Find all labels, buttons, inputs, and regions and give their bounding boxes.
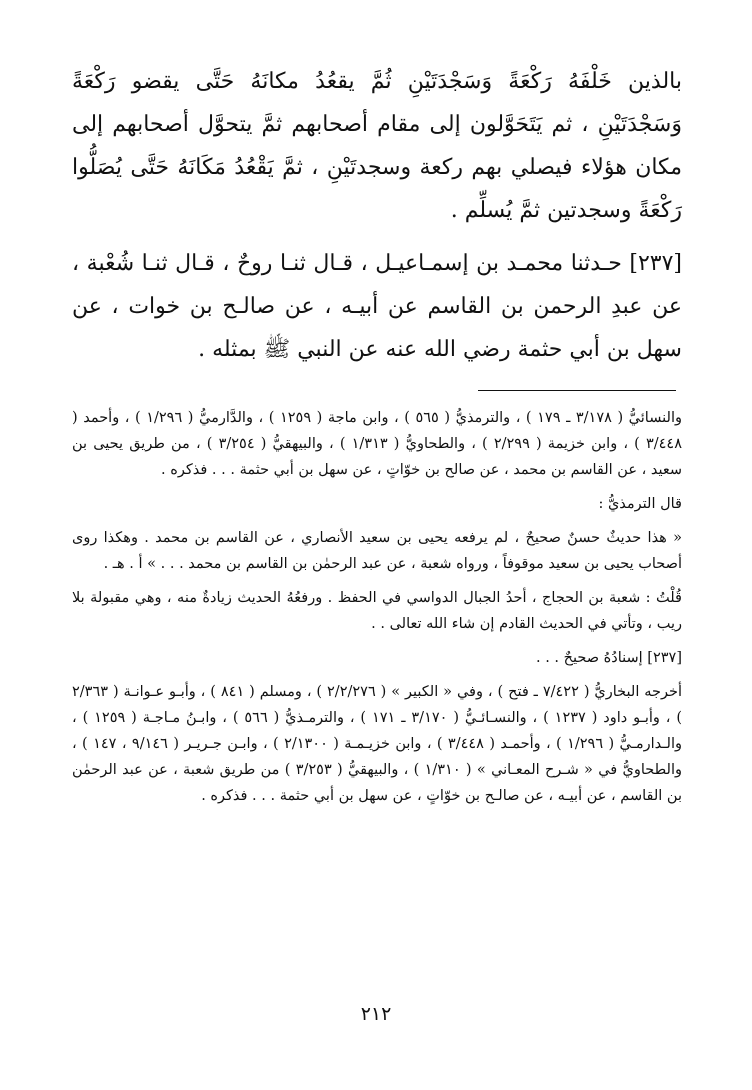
footnote-heading: [٢٣٧] إسنادُهُ صحيحٌ . . . — [535, 650, 682, 666]
footnote-divider — [478, 390, 676, 391]
main-text — [72, 60, 682, 371]
footnote-paragraph: قُلْتُ : شعبة بن الحجاج ، أحدُ الجبال الدواسي في الحفظ . ورفعُهُ الحديث زيادةٌ منه ، وهي مقبولة بلا ريب ، وتأتي في الحديث القادم إن شاء الله تعالى . . — [72, 590, 682, 632]
footnote-paragraph: قال الترمذيُّ : — [598, 496, 682, 512]
hadith-237-text: [٢٣٧] حـدثنا محمـد بن إسمـاعيـل ، قـال ثنـا روحٌ ، قـال ثنـا شُعْبة ، عن عبدِ الرحمن بن القاسم عن أبيـه ، عن صالـح بن خوات ، عن سهل بن أبي حثمة رضي الله عنه عن النبي ﷺ بمثله . — [72, 251, 682, 362]
footnote-paragraph: أخرجه البخاريُّ ( ٧/٤٢٢ ـ فتح ) ، وفي « الكبير » ( ٢/٢/٢٧٦ ) ، ومسلم ( ٨٤١ ) ، وأبـو عـوانـة ( ٢/٣٦٣ ) ، وأبـو داود ( ١٢٣٧ ) ، والنسـائـيُّ ( ٣/١٧٠ ـ ١٧١ ) ، والترمـذيُّ ( ٥٦٦ ) ، وابـنُ مـاجـة ( ١٢٥٩ ) ، والـدارمـيُّ ( ١/٢٩٦ ) ، وأحمـد ( ٣/٤٤٨ ) ، وابن خزيـمـة ( ٢/١٣٠٠ ) ، وابـن جـريـر ( ٩/١٤٦ ، ١٤٧ ) ، والطحاويُّ في « شـرح المعـاني » ( ١/٣١٠ ) ، والبيهقيُّ ( ٣/٢٥٣ ) من طريق شعبة ، عن عبد الرحمٰن بن القاسم ، عن أبيـه ، عن صالـح بن خوّاتٍ ، عن سهل بن أبي حثمة . . . فذكره . — [72, 684, 683, 804]
page-number: ٢١٢ — [360, 1003, 392, 1025]
footnote-quote: « هذا حديثٌ حسنٌ صحيحٌ ، لم يرفعه يحيى بن سعيد الأنصاري ، عن القاسم بن محمد . وهكذا روى أصحاب يحيى بن سعيد موقوفاً ، ورواه شعبة ، عن عبد الرحمٰن بن القاسم بن محمد . . . » أ . هـ . — [72, 530, 682, 572]
footnote-paragraph: والنسائيُّ ( ٣/١٧٨ ـ ١٧٩ ) ، والترمذيُّ ( ٥٦٥ ) ، وابن ماجة ( ١٢٥٩ ) ، والدَّارميُّ ( ١/٢٩٦ ) ، وأحمد ( ٣/٤٤٨ ) ، وابن خزيمة ( ٢/٢٩٩ ) ، والطحاويُّ ( ١/٣١٣ ) ، والبيهقيُّ ( ٣/٢٥٤ ) ، من طريق يحيى بن سعيد ، عن القاسم بن محمد ، عن صالح بن خوّاتٍ ، عن سهل بن أبي حثمة . . . فذكره . — [72, 410, 683, 478]
main-paragraph: بالذين خَلْفَهُ رَكْعَةً وَسَجْدَتَيْنِ ثُمَّ يقعُدُ مكانَهُ حَتَّى يقضو رَكْعَةً وَسَجْدَتَيْنِ ، ثم يَتَحَوَّلون إلى مقام أصحابهم ثمَّ يتحوَّل أصحابهم إلى مكان هؤلاء فيصلي بهم ركعة وسجدتَيْنِ ، ثمَّ يَقْعُدُ مَكَانَهُ حَتَّى يُصَلُّوا رَكْعَةً وسجدتين ثمَّ يُسلِّم . — [72, 69, 682, 223]
footnotes — [72, 405, 682, 809]
